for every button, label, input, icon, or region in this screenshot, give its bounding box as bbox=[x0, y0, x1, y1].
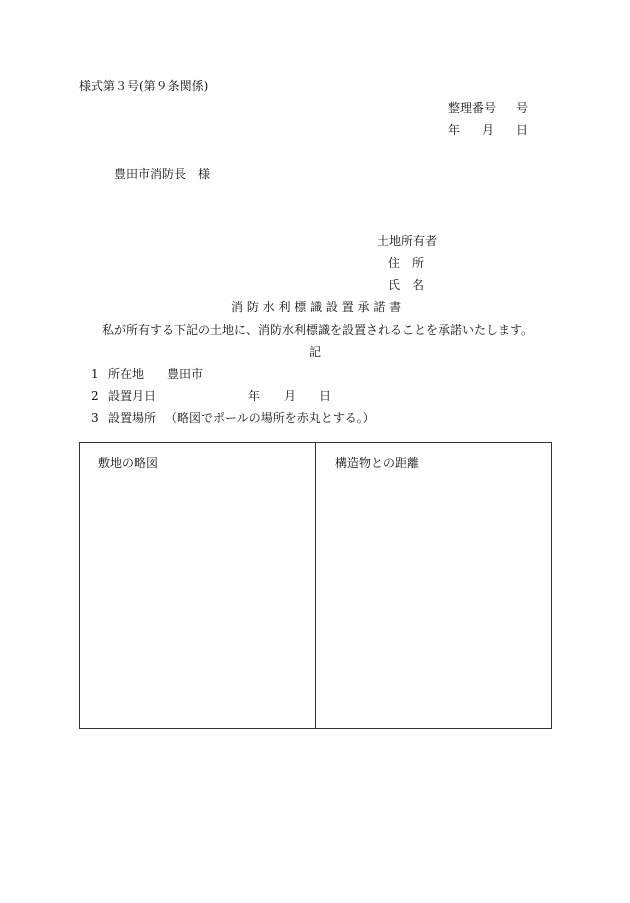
item-1-value: 豊田市 bbox=[167, 367, 204, 381]
item-2-label: 設置月日 bbox=[108, 389, 157, 403]
owner-heading: 土地所有者 bbox=[377, 234, 438, 248]
item-3-number: 3 bbox=[91, 411, 99, 425]
form-number: 様式第３号(第９条関係) bbox=[79, 79, 209, 93]
structure-distance-heading: 構造物との距離 bbox=[335, 456, 420, 470]
item-2-number: 2 bbox=[91, 389, 99, 403]
date-day-label: 日 bbox=[516, 123, 529, 137]
owner-address-label: 住 所 bbox=[388, 256, 425, 270]
date-year-label: 年 bbox=[448, 123, 461, 137]
box-divider bbox=[315, 442, 316, 729]
item-1-number: 1 bbox=[91, 367, 99, 381]
item-2-month: 月 bbox=[284, 389, 297, 403]
site-sketch-heading: 敷地の略図 bbox=[98, 456, 159, 470]
reference-number-label: 整理番号 bbox=[448, 101, 497, 115]
item-2-year: 年 bbox=[248, 389, 261, 403]
owner-name-label: 氏 名 bbox=[388, 278, 425, 292]
date-month-label: 月 bbox=[482, 123, 495, 137]
document-title: 消 防 水 利 標 識 設 置 承 諾 書 bbox=[231, 300, 402, 314]
recipient: 豊田市消防長 様 bbox=[114, 167, 211, 181]
consent-statement: 私が所有する下記の土地に、消防水利標識を設置されることを承諾いたします。 bbox=[102, 323, 534, 337]
item-1-label: 所在地 bbox=[108, 367, 145, 381]
item-3-note: （略図でポールの場所を赤丸とする。） bbox=[165, 411, 375, 425]
item-2-day: 日 bbox=[319, 389, 332, 403]
ki-marker: 記 bbox=[309, 345, 322, 359]
item-3-label: 設置場所 bbox=[108, 411, 157, 425]
reference-number-suffix: 号 bbox=[516, 101, 529, 115]
